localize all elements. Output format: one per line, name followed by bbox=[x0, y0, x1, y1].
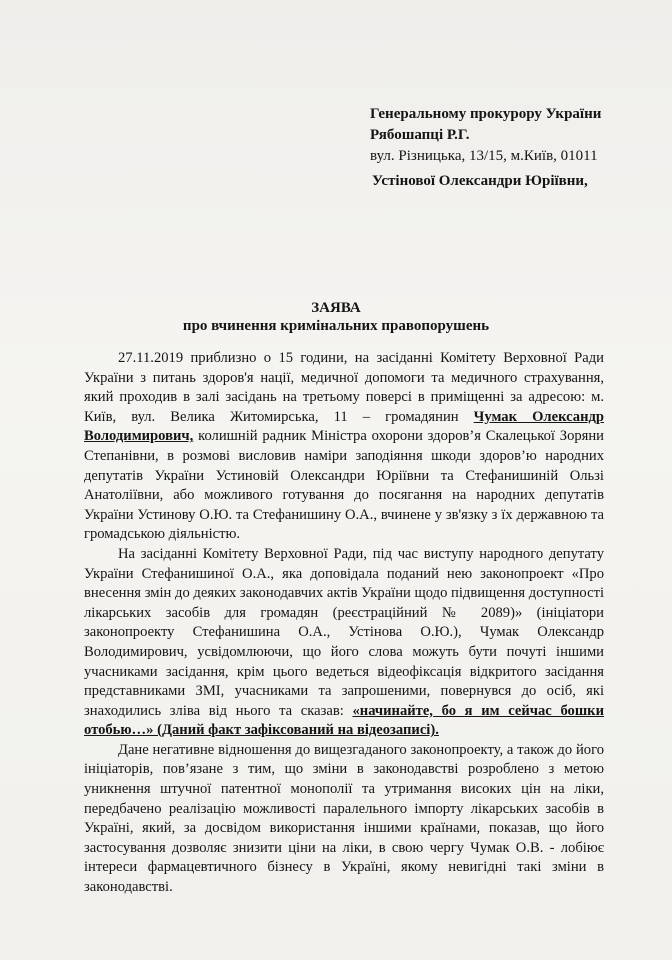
paragraph-1 bbox=[84, 349, 604, 545]
addressee-name: Рябошапці Р.Г. bbox=[370, 127, 470, 143]
quote-statement: «начинайте, бо я им сейчас бошки отобью…» (Даний факт зафіксований на відеозаписі). bbox=[84, 702, 604, 739]
addressee-block bbox=[370, 104, 601, 167]
addressee-address: вул. Різницька, 13/15, м.Київ, 01011 bbox=[370, 148, 598, 164]
paragraph-1-text-b: колишній радник Міністра охорони здоров’я Скалецької Зоряни Степанівни, в розмові висловив наміри заподіяння шкоди здоров’ю народних депутатів України Устиновій Олександри Юріївни та Стефанишиній Ользі Анатоліївни, або можливого готування до посягання на народних депутатів України Устинову О.Ю. та Стефанишину О.А., вчинене у зв'язку з їх державною та громадською діяльністю. bbox=[84, 428, 604, 543]
document-subtitle: про вчинення кримінальних правопорушень bbox=[182, 318, 490, 334]
paragraph-3: Дане негативне відношення до вищезгаданого законопроекту, а також до його ініціаторів, пов’язане з тим, що зміни в законодавстві розроблено з метою уникнення штучної патентної монополії та утримання високих цін на ліки, передбачено реалізацію можливості паралельного імпорту лікарських засобів в Україні, який, за досвідом використання іншими країнами, показав, що його застосування дозволяє знизити ціни на ліки, в свою чергу Чумак О.В. - лобіює інтереси фармацевтичного бізнесу в Україні, якому невигідні такі зміни в законодавстві. bbox=[84, 741, 604, 896]
accused-name: Чумак Олександр Володимирович, bbox=[84, 408, 604, 445]
document-title: ЗАЯВА bbox=[311, 300, 361, 316]
document-body bbox=[84, 349, 604, 898]
addressee-title: Генеральному прокурору України bbox=[370, 106, 602, 122]
paragraph-1-text-a: 27.11.2019 приблизно о 15 години, на засіданні Комітету Верховної Ради України з питань здоров'я нації, медичної допомоги та медичного страхування, який проходив в залі засідань на третьому поверсі в приміщенні за адресою: м. Київ, вул. Велика Житомирська, 11 – громадянин bbox=[84, 350, 604, 425]
sender-name: Устінової Олександри Юріївни, bbox=[372, 173, 588, 189]
paragraph-2 bbox=[84, 545, 604, 741]
paragraph-2-text: На засіданні Комітету Верховної Ради, під час виступу народного депутату України Стефанишиної О.А., яка доповідала поданий нею законопроект «Про внесення змін до деяких законодавчих актів України щодо підвищення доступності лікарських засобів для громадян (реєстраційний № 2089)» (ініціатори законопроекту Стефанишина О.А., Устінова О.Ю.), Чумак Олександр Володимирович, усвідомлюючи, що його слова можуть бути почуті іншими учасниками засідання, крім цього ведеться відеофіксація відкритого засідання представниками ЗМІ, учасниками та запрошеними, повернувся до осіб, які знаходились зліва від нього та сказав: bbox=[84, 545, 604, 719]
